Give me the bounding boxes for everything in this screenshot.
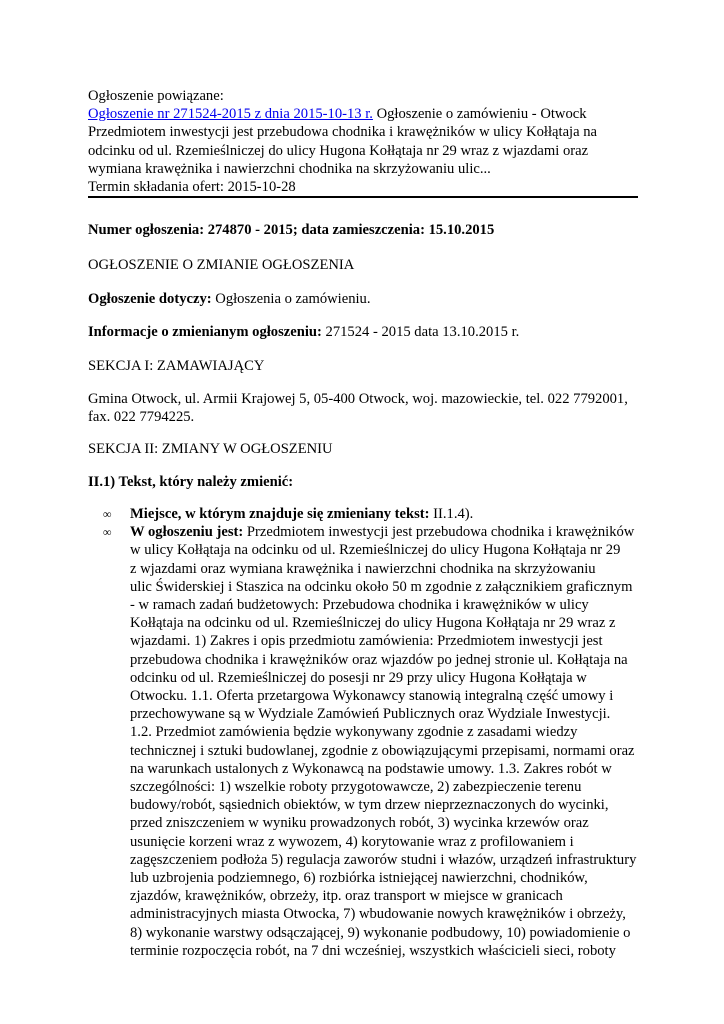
related-heading: Ogłoszenie powiązane:: [88, 88, 224, 104]
was-line: zjazdów, krawężników, obrzeży, itp. oraz transport w miejsce w granicach: [130, 888, 563, 905]
was-line: Otwocku. 1.1. Oferta przetargowa Wykonawcy stanowią integralną część umowy i: [130, 688, 614, 705]
notice-number: Numer ogłoszenia: 274870 - 2015; data zamieszczenia: 15.10.2015: [88, 222, 495, 238]
was-line: - w ramach zadań budżetowych: Przebudowa chodnika i krawężników w ulicy: [130, 597, 589, 614]
was-line: przechowywane są w Wydziale Zamówień Publicznych oraz Wydziale Inwestycji.: [130, 706, 611, 723]
related-notice: [88, 87, 640, 196]
was-line: szczególności: 1) wszelkie roboty przygotowawcze, 2) zabezpieczenie terenu: [130, 779, 582, 796]
contracting-line-2: fax. 022 7794225.: [88, 409, 195, 426]
related-line-3: odcinku od ul. Rzemieślniczej do ulicy Hugona Kołłątaja nr 29 wraz z wjazdami oraz: [88, 142, 589, 159]
was-line: na warunkach ustalonych z Wykonawcą na podstawie umowy. 1.3. Zakres robót w: [130, 760, 612, 777]
changes-list: [88, 505, 640, 960]
was-line: budowy/robót, sąsiednich obiektów, w tym drzew nieprzeznaczonych do wycinki,: [130, 797, 609, 814]
changed-notice-info: Informacje o zmienianym ogłoszeniu: 271524 - 2015 data 13.10.2015 r.: [88, 324, 520, 340]
was-line: terminie rozpoczęcia robót, na 7 dni wcześniej, wszystkich właścicieli sieci, roboty: [130, 942, 616, 959]
was-line: przed zniszczeniem w wyniku prowadzonych robót, 3) wycinka krzewów oraz: [130, 815, 589, 832]
list-item-place: ∞ Miejsce, w którym znajduje się zmieniany tekst: II.1.4).: [103, 506, 474, 522]
contracting-authority: [88, 390, 640, 426]
section-1-title: SEKCJA I: ZAMAWIAJĄCY: [88, 358, 265, 374]
was-line: wjazdami. 1) Zakres i opis przedmiotu zamówienia: Przedmiotem inwestycji jest: [130, 633, 603, 650]
was-line: Kołłątaja na odcinku od ul. Rzemieślniczej do ulicy Hugona Kołłątaja nr 29 wraz z: [130, 615, 616, 632]
was-line: w ulicy Kołłątaja na odcinku od ul. Rzemieślniczej do ulicy Hugona Kołłątaja nr 29: [130, 542, 621, 559]
was-line: usunięcie korzeni wraz z wywozem, 4) korytowanie wraz z profilowaniem i: [130, 833, 574, 850]
horizontal-divider: [88, 196, 638, 198]
was-line: ulic Świderskiej i Staszica na odcinku około 50 m zgodnie z załącznikiem graficznym: [130, 578, 633, 595]
section-2-title: SEKCJA II: ZMIANY W OGŁOSZENIU: [88, 441, 333, 457]
was-line: przebudowa chodnika i krawężników oraz wjazdów po jednej stronie ul. Kołłątaja na: [130, 651, 628, 668]
was-line: administracyjnych miasta Otwocka, 7) wbudowanie nowych krawężników i obrzeży,: [130, 906, 626, 923]
was-line: zagęszczeniem podłoża 5) regulacja zaworów studni i włazów, urządzeń infrastruktury: [130, 851, 637, 868]
infinity-bullet-icon: ∞: [103, 507, 112, 521]
subsection-title: II.1) Tekst, który należy zmienić:: [88, 474, 294, 490]
list-item-was: [88, 523, 640, 960]
related-title: Ogłoszenie o zamówieniu - Otwock: [376, 106, 587, 123]
was-line: W ogłoszeniu jest: Przedmiotem inwestycji jest przebudowa chodnika i krawężników: [130, 524, 635, 541]
related-deadline: Termin składania ofert: 2015-10-28: [88, 179, 296, 196]
notice-concerns: Ogłoszenie dotyczy: Ogłoszenia o zamówieniu.: [88, 291, 371, 307]
related-line-1: [88, 105, 640, 123]
related-line-2: Przedmiotem inwestycji jest przebudowa chodnika i krawężników w ulicy Kołłątaja na: [88, 124, 598, 141]
was-line: technicznej i sztuki budowlanej, zgodnie z obowiązującymi przepisami, normami oraz: [130, 742, 635, 759]
related-notice-link[interactable]: Ogłoszenie nr 271524-2015 z dnia 2015-10-13 r.: [88, 106, 373, 123]
notice-type: OGŁOSZENIE O ZMIANIE OGŁOSZENIA: [88, 257, 355, 273]
was-line: 1.2. Przedmiot zamówienia będzie wykonywany zgodnie z zasadami wiedzy: [130, 724, 578, 741]
was-line: z wjazdami oraz wymiana krawężnika i nawierzchni chodnika na skrzyżowaniu: [130, 560, 596, 577]
related-line-4: wymiana krawężnika i nawierzchni chodnika na skrzyżowaniu ulic...: [88, 160, 491, 177]
was-line: odcinku od ul. Rzemieślniczej do posesji nr 29 przy ulicy Hugona Kołłątaja w: [130, 669, 587, 686]
infinity-bullet-icon: ∞: [103, 525, 112, 540]
contracting-line-1: Gmina Otwock, ul. Armii Krajowej 5, 05-400 Otwock, woj. mazowieckie, tel. 022 7792001,: [88, 391, 628, 407]
was-line: lub uzbrojenia podziemnego, 6) rozbiórka istniejącej nawierzchni, chodników,: [130, 870, 588, 887]
was-line: 8) wykonanie warstwy odsączającej, 9) wykonanie podbudowy, 10) powiadomienie o: [130, 924, 631, 941]
